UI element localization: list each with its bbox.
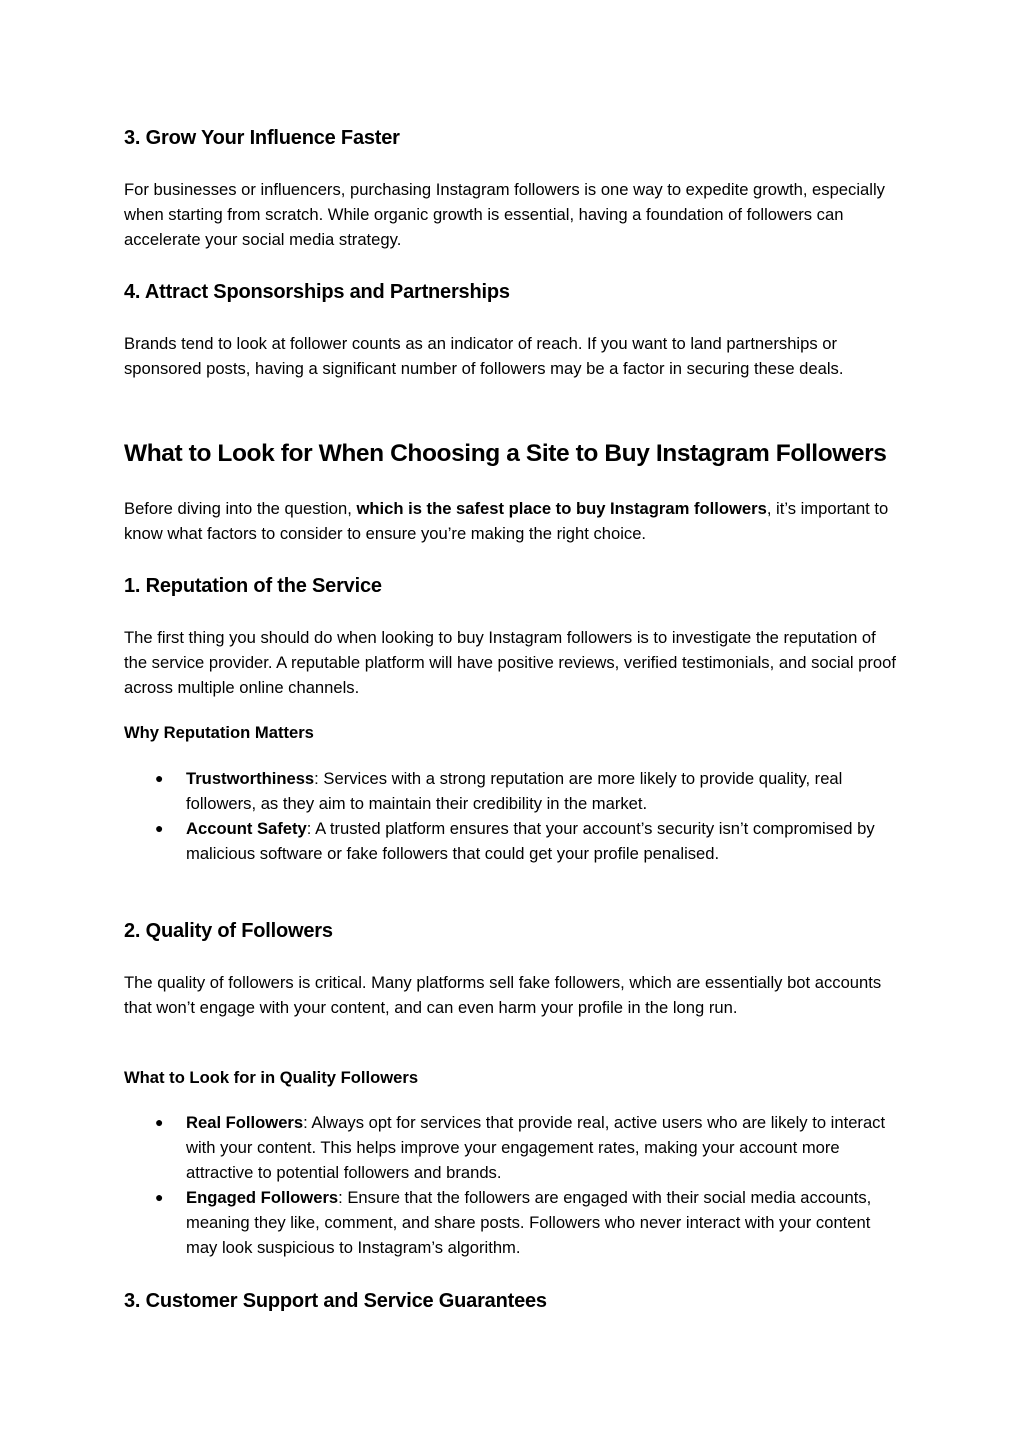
list-item-term: Account Safety [186,819,307,838]
section-heading-customer-support: 3. Customer Support and Service Guarantees [124,1290,547,1312]
list-item [124,1110,904,1185]
list-item-text: : Ensure that the followers are engaged with their social media accounts, meaning they like, comment, and share posts. Followers who never interact with your content may look suspicious to Instagram’s algorithm. [186,1188,872,1257]
intro-text-start: Before diving into the question, [124,499,357,518]
paragraph-reputation: The first thing you should do when looking to buy Instagram followers is to investigate the reputation of the service provider. A reputable platform will have positive reviews, verified testimonials, and social proof across multiple online channels. [124,628,896,697]
bullet-icon: ● [155,1189,164,1205]
paragraph-grow-influence: For businesses or influencers, purchasing Instagram followers is one way to expedite growth, especially when starting from scratch. While organic growth is essential, having a foundation of followers can accelerate your social media strategy. [124,180,885,249]
paragraph-quality: The quality of followers is critical. Many platforms sell fake followers, which are essentially bot accounts that won’t engage with your content, and can even harm your profile in the long run. [124,973,882,1017]
list-item-term: Trustworthiness [186,769,315,788]
paragraph-sponsorships: Brands tend to look at follower counts as an indicator of reach. If you want to land partnerships or sponsored posts, having a significant number of followers may be a factor in securing these deals. [124,334,844,378]
list-item [124,766,904,816]
list-item [124,1185,904,1260]
subheading-why-reputation: Why Reputation Matters [124,723,314,742]
list-reputation [124,766,904,866]
subheading-quality-followers: What to Look for in Quality Followers [124,1068,419,1087]
list-item-text: : Services with a strong reputation are more likely to provide quality, real followers, as they aim to maintain their credibility in the market. [186,769,843,813]
intro-text-bold: which is the safest place to buy Instagram followers [356,499,767,518]
paragraph-choosing-intro [124,496,899,546]
bullet-icon: ● [155,770,164,786]
list-item [124,816,904,866]
section-heading-quality: 2. Quality of Followers [124,920,333,942]
bullet-icon: ● [155,1114,164,1130]
section-heading-grow-influence: 3. Grow Your Influence Faster [124,127,400,149]
bullet-icon: ● [155,820,164,836]
section-heading-sponsorships: 4. Attract Sponsorships and Partnerships [124,281,510,303]
list-quality [124,1110,904,1260]
intro-text-end: , it’s important to know what factors to consider to ensure you’re making the right choice. [124,499,889,543]
list-item-term: Engaged Followers [186,1188,339,1207]
list-item-term: Real Followers [186,1113,304,1132]
list-item-text: : Always opt for services that provide real, active users who are likely to interact with your content. This helps improve your engagement rates, making your account more attractive to potential followers and brands. [186,1113,886,1182]
section-heading-reputation: 1. Reputation of the Service [124,575,382,597]
list-item-text: : A trusted platform ensures that your account’s security isn’t compromised by malicious software or fake followers that could get your profile penalised. [186,819,875,863]
main-heading-choosing-site: What to Look for When Choosing a Site to Buy Instagram Followers [124,440,887,467]
